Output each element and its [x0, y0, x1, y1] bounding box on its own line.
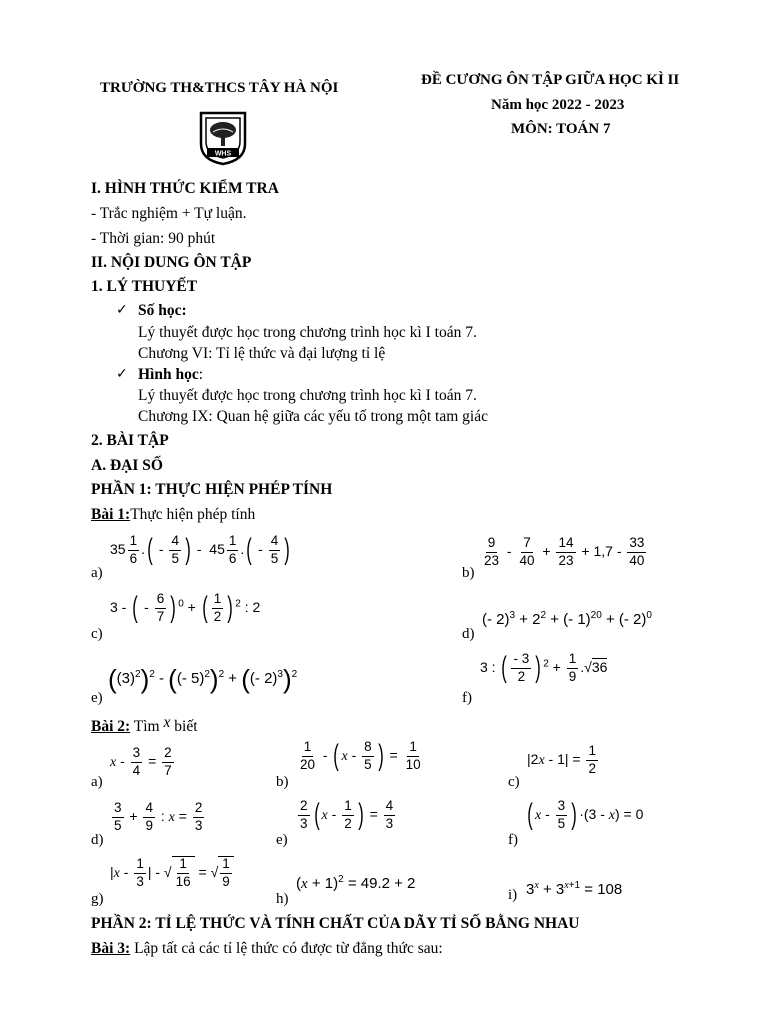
subject: MÔN: TOÁN 7	[511, 121, 611, 137]
expr-1e: $((3)^2)^2$ - ((- 5)$^2$)$^2$ + ((- 2)$^3$)$^2$	[108, 664, 298, 694]
expr-2e: $\frac{2}{3}$ ( x - $\frac{1}{2}$ ) = $\frac{4}{3}$	[300, 798, 394, 832]
expr-2h: $(x + 1)^2 = 49.2 + 2$	[296, 874, 416, 892]
document-title: ĐỀ CƯƠNG ÔN TẬP GIỮA HỌC KÌ II	[421, 72, 680, 88]
label-c: c)	[91, 626, 103, 642]
section-form-title: I. HÌNH THỨC KIỂM TRA	[91, 180, 279, 197]
arith-label: Số học:	[138, 302, 187, 319]
label-d: d)	[91, 832, 104, 848]
arith-line-1: Lý thuyết được học trong chương trình học kì I toán 7.	[138, 324, 477, 341]
logo-text: WHS	[214, 150, 232, 158]
label-e: e)	[91, 690, 103, 706]
label-f: f)	[462, 690, 472, 706]
bai1-heading: Bài 1:Thực hiện phép tính	[91, 506, 256, 523]
expr-1a: 35 $\frac{1}{6}$ .( - $\frac{4}{5}$ ) - 45 $\frac{1}{6}$ .( - $\frac{4}{5}$ )	[110, 533, 290, 567]
expr-2b: $\frac{1}{20}$ - ( x - $\frac{8}{5}$ ) = $\frac{1}{10}$	[300, 739, 421, 773]
bai2-heading: Bài 2: Tìm x biết	[91, 714, 198, 735]
section-content-title: II. NỘI DUNG ÔN TẬP	[91, 254, 252, 271]
arith-line-2: Chương VI: Tỉ lệ thức và đại lượng tỉ lệ	[138, 345, 386, 362]
expr-2d: $\frac{3}{5}$ + $\frac{4}{9}$ : x = $\frac{2}{3}$	[114, 800, 203, 833]
algebra-title: A. ĐẠI SỐ	[91, 457, 163, 474]
theory-title: 1. LÝ THUYẾT	[91, 278, 198, 295]
label-a: a)	[91, 774, 103, 790]
school-name: TRƯỜNG TH&THCS TÂY HÀ NỘI	[100, 80, 339, 96]
expr-1d: (- $2)^3 + 2^2$ + (- 1)$^{20}$ + (- 2)$^0$	[482, 610, 652, 628]
geo-line-2: Chương IX: Quan hệ giữa các yếu tố trong một tam giác	[138, 408, 488, 425]
expr-1b: $\frac{9}{23}$ - $\frac{7}{40}$ + $\frac{14}{23}$ + 1,7 - $\frac{33}{40}$	[484, 535, 645, 568]
label-i: i)	[508, 887, 518, 903]
exercise-title: 2. BÀI TẬP	[91, 432, 169, 449]
form-line-2: - Thời gian: 90 phút	[91, 230, 216, 247]
school-logo	[197, 110, 249, 166]
check-icon: ✓	[116, 366, 128, 382]
geo-label: Hình học:	[138, 366, 204, 383]
expr-2a: x - $\frac{3}{4}$ = $\frac{2}{7}$	[110, 745, 172, 778]
label-c: c)	[508, 774, 520, 790]
expr-2c: |2x - 1| = $\frac{1}{2}$	[527, 743, 596, 776]
check-icon: ✓	[116, 302, 128, 318]
expr-2i: $3^x + 3^{x+1} = 108$	[526, 880, 623, 898]
geo-line-1: Lý thuyết được học trong chương trình học kì I toán 7.	[138, 387, 477, 404]
expr-1c: 3 - ( - $\frac{6}{7}$ ) $^0$ + ( $\frac{1}{2}$ ) $^2$ : 2	[110, 591, 261, 625]
part1-title: PHẦN 1: THỰC HIỆN PHÉP TÍNH	[91, 481, 333, 498]
expr-2f: ( x - $\frac{3}{5}$ ) ·(3 - x) = 0	[527, 798, 644, 832]
label-g: g)	[91, 891, 104, 907]
label-a: a)	[91, 565, 103, 581]
label-d: d)	[462, 626, 475, 642]
bai3-heading: Bài 3: Lập tất cả các tỉ lệ thức có được từ đẳng thức sau:	[91, 940, 443, 957]
part2-title: PHẦN 2: TỈ LỆ THỨC VÀ TÍNH CHẤT CỦA DÃY TỈ SỐ BẰNG NHAU	[91, 915, 580, 932]
label-b: b)	[462, 565, 475, 581]
label-f: f)	[508, 832, 518, 848]
label-h: h)	[276, 891, 289, 907]
expr-1f: 3 : ( $\frac{- 3}{2}$ ) $^2$ + $\frac{1}{9}$ .√36	[480, 651, 608, 685]
form-line-1: - Trắc nghiệm + Tự luận.	[91, 205, 247, 222]
school-year: Năm học 2022 - 2023	[491, 97, 625, 113]
label-e: e)	[276, 832, 288, 848]
expr-2g: |x - $\frac{1}{3}$ | - √ $\frac{1}{16}$ = √ $\frac{1}{9}$	[110, 856, 234, 890]
label-b: b)	[276, 774, 289, 790]
